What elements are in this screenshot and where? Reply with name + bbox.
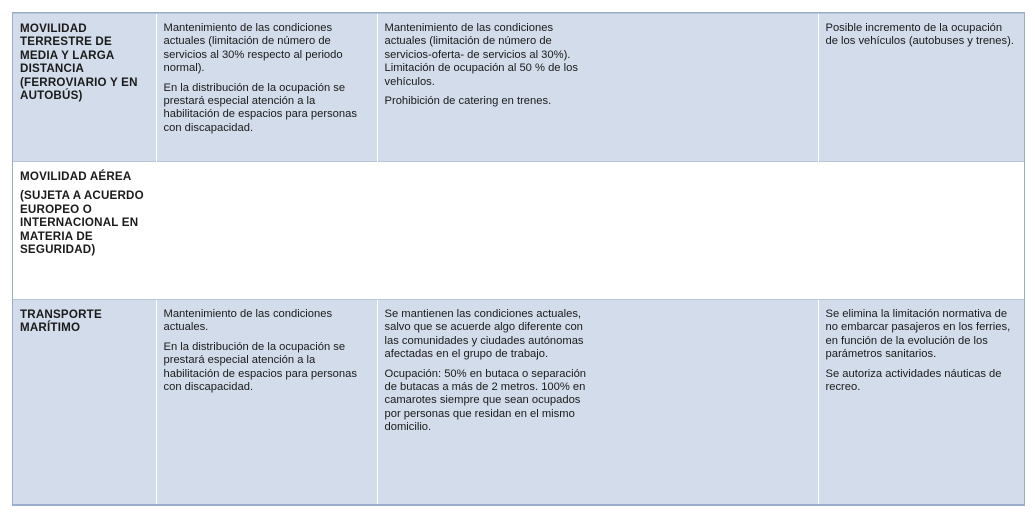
row-title: MOVILIDAD TERRESTRE DE MEDIA Y LARGA DISTANCIA (FERROVIARIO Y EN AUTOBÚS) (13, 14, 156, 162)
current-phase-cell (156, 14, 377, 162)
row-title-sub: (SUJETA A ACUERDO EUROPEO O INTERNACIONAL EN MATERIA DE SEGURIDAD) (20, 189, 144, 257)
future-phase-cell (818, 300, 1024, 504)
cell-paragraph: Se autoriza actividades náuticas de recreo. (825, 367, 1002, 394)
measures-table (13, 13, 1024, 504)
cell-paragraph: Prohibición de catering en trenes. (384, 95, 552, 108)
cell-paragraph: Mantenimiento de las condiciones actuales (limitación de número de servicios al 30% respecto al periodo normal). (163, 22, 343, 75)
table-row (13, 14, 1024, 162)
cell-paragraph: Ocupación: 50% en butaca o separación de butacas a más de 2 metros. 100% en camarotes siempre que sean ocupados por personas que residan en el mismo domicilio. (384, 367, 587, 434)
next-phase-cell (377, 300, 818, 504)
next-phase-cell (377, 14, 818, 162)
table-row (13, 162, 1024, 300)
cell-paragraph: Mantenimiento de las condiciones actuales (limitación de número de servicios-oferta- de servicios al 30%). Limitación de ocupación al 50 % de los vehículos. (384, 22, 578, 88)
cell-paragraph: Posible incremento de la ocupación de los vehículos (autobuses y trenes). (825, 22, 1014, 48)
empty-cell (818, 162, 1024, 300)
cell-paragraph: En la distribución de la ocupación se prestará especial atención a la habilitación de espacios para personas con discapacidad. (163, 340, 357, 394)
cell-paragraph: Se elimina la limitación normativa de no embarcar pasajeros en los ferries, en función de la evolución de los parámetros sanitarios. (825, 308, 1011, 361)
current-phase-cell (156, 300, 377, 504)
future-phase-cell (818, 14, 1024, 162)
cell-paragraph: Mantenimiento de las condiciones actuales. (163, 308, 333, 334)
cell-paragraph: Se mantienen las condiciones actuales, salvo que se acuerde algo diferente con las comunidades y ciudades autónomas afectadas en el grupo de trabajo. (384, 308, 584, 361)
table-row (13, 300, 1024, 504)
empty-cell (377, 162, 818, 300)
row-title: TRANSPORTE MARÍTIMO (13, 300, 156, 504)
row-title-main: MOVILIDAD AÉREA (20, 170, 132, 183)
measures-table-container (12, 12, 1025, 506)
empty-cell (156, 162, 377, 300)
row-title (13, 162, 156, 300)
cell-paragraph: En la distribución de la ocupación se prestará especial atención a la habilitación de espacios para personas con discapacidad. (163, 81, 357, 134)
